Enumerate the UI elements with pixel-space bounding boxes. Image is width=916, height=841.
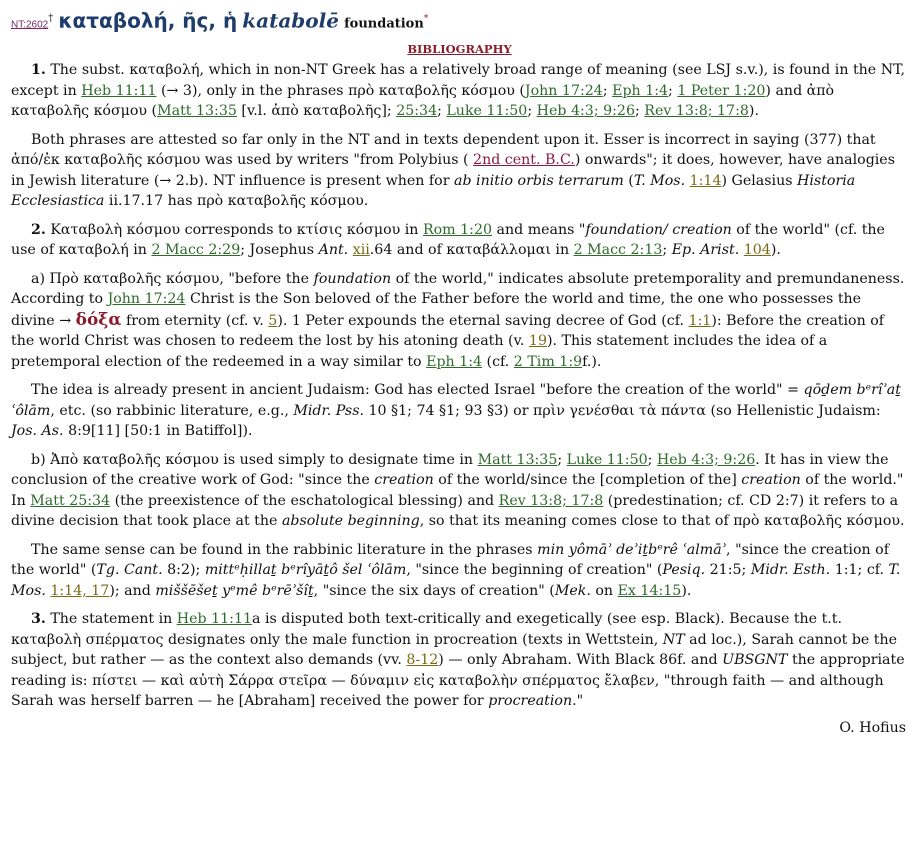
text: (predestination; cf. CD 2:7) it refers to a divine decision that took place at the [11,492,899,530]
text: , "since the beginning of creation" ( [406,562,663,579]
text: .64 and of καταβάλλομαι in [369,242,574,259]
scripture-link[interactable]: Heb 11:11 [176,611,252,628]
headword-transliteration: katabolē [242,8,339,33]
text: ). [681,582,692,599]
italic-text: creation [741,472,801,489]
italic-text: foundation [313,270,392,287]
italic-text: T. Mos. [11,562,901,599]
text: ); and [109,582,156,599]
text: 8:2); [162,562,205,579]
reference-link[interactable]: xii [352,242,370,259]
scripture-link[interactable]: John 17:24 [107,291,186,308]
reference-link[interactable]: 104 [743,242,771,259]
text: ) onwards"; it does, however, have analogies in Jewish literature (→ 2.b). NT influence is present when for [11,152,895,189]
italic-text: UBSGNT [722,652,788,669]
bibliography-link[interactable]: BIBLIOGRAPHY [407,42,512,57]
verse-link[interactable]: 8-12 [406,652,439,669]
italic-text: Ep. Arist. [671,242,740,259]
italic-text: Midr. Pss. [293,402,364,419]
scripture-link[interactable]: Eph 1:4 [612,82,669,99]
text: , "since the creation of the world" ( [11,541,889,579]
scripture-link[interactable]: Rev 13:8; 17:8 [644,103,749,120]
text: b) Ἀπὸ καταβολῆς κόσμου is used simply to designate time in [31,451,478,468]
italic-text: procreation [488,693,573,710]
text: ). [770,242,781,259]
text: f.). [582,353,602,370]
strongs-reference-link[interactable]: NT:2602 [11,19,49,31]
text: ; [668,82,678,99]
paragraph-2 [11,130,908,212]
text: [v.l. ἀπὸ καταβολῆς]; [236,103,397,120]
scripture-link[interactable]: Luke 11:50 [566,451,648,468]
text: ; [647,451,657,468]
text: (cf. [482,353,514,370]
italic-text: Ant. [318,242,349,259]
paragraph-1 [11,60,908,122]
text: ; [634,103,645,120]
text: ad loc.), Sarah cannot be the subject, but rather — as the context also demands (vv. [11,631,898,669]
scripture-link[interactable]: Matt 13:35 [477,451,558,468]
section-number: 2. [31,221,46,238]
text: ; [662,242,672,259]
text: ) and ἀπὸ καταβολῆς κόσμου ( [11,82,835,120]
italic-text: Tg. Cant. [96,562,163,579]
text: ). This statement includes the idea of a pretemporal election of the redeemed in a way similar to [11,333,828,370]
text: the appropriate reading is: πίστει — καὶ αὐτὴ Σάρρα στεῖρα — δύναμιν εἰς καταβολὴν σπέρματος ἔλαβεν, "through faith — and although Sarah was herself barren — he [Abraham] received the power for [11,652,905,710]
italic-text: T. Mos. [633,172,686,189]
scripture-link[interactable]: Eph 1:4 [426,353,483,370]
italic-text: miššēšeṯ yᵉmê bᵉrēʾšîṯ [155,582,314,599]
scripture-link[interactable]: Rev 13:8; 17:8 [498,492,604,509]
text: of the world," indicates absolute pretemporality and premundaneness. According to [11,270,905,308]
section-number: 1. [31,62,46,79]
text: of the world" (cf. the use of καταβολή in [11,221,885,259]
italic-text: Mek. [554,582,591,599]
scripture-link[interactable]: Luke 11:50 [446,103,528,120]
text: ; [557,451,567,468]
reference-link[interactable]: 1:14 [689,172,722,189]
text: ): Before the creation of the world Christ was chosen to redeem the lost by his atoning death (v. [11,312,885,350]
text: , etc. (so rabbinic literature, e.g., [50,402,294,419]
paragraph-7 [11,540,908,602]
italic-text: Jos. As. [11,423,64,440]
text: 1:1; cf. [830,562,889,579]
text: ; [602,82,613,99]
paragraph-3 [11,220,908,261]
italic-text: Historia Ecclesiastica [11,172,856,210]
scripture-link[interactable]: 1 Peter 1:20 [677,82,766,99]
headword-gloss: foundation [344,16,424,32]
text: a) Πρὸ καταβολῆς κόσμου, "before the [31,270,314,287]
scripture-link[interactable]: Ex 14:15 [617,582,682,599]
text: . It has in view the conclusion of the creative work of God: "since the [11,451,889,489]
reference-link[interactable]: 1:14, 17 [50,582,110,599]
text: ii.17.17 has πρὸ καταβολῆς κόσμου. [104,193,369,210]
text: of the world." In [11,472,904,509]
text: ." [572,693,584,710]
scripture-link[interactable]: Heb 4:3; 9:26 [656,451,756,468]
italic-text: min yômāʾ deʾiṯbᵉrê ʿalmāʾ [537,541,727,558]
italic-text: ab initio orbis terrarum [454,172,624,189]
text: (the preexistence of the eschatological blessing) and [110,492,499,509]
text: Christ is the Son beloved of the Father before the world and time, the one who possesses the divine → [11,291,862,329]
scripture-link[interactable]: 25:34 [396,103,438,120]
paragraph-4 [11,269,908,373]
text: on [590,582,618,599]
scripture-link[interactable]: Rom 1:20 [422,221,492,238]
italic-text: mittᵉḥillaṯ bᵉrîyāṯô šel ʿôlām [204,562,407,579]
text: of the world/since the [completion of the] [433,472,742,489]
text: The statement in [45,611,177,628]
text: The idea is already present in ancient Judaism: God has elected Israel "before the creation of the world" = [31,382,804,399]
headword-greek: καταβολή, ῆς, ἡ [58,8,238,33]
section-number: 3. [31,611,46,628]
italic-text: foundation/ creation [585,221,732,238]
text: Καταβολὴ κόσμου corresponds to κτίσις κόσμου in [45,221,423,238]
italic-text: NT [662,631,685,648]
italic-text: creation [374,472,434,489]
italic-text: qōḏem bᵉrîʾaṯ ʿôlām [11,382,901,419]
text: ). 1 Peter expounds the eternal saving decree of God (cf. [277,312,689,329]
verse-link[interactable]: 19 [528,333,547,350]
author-signature: O. Hofius [839,719,906,736]
scripture-link[interactable]: 2 Macc 2:29 [151,242,241,259]
paragraph-8 [11,609,908,712]
verse-link[interactable]: 1:1 [688,312,712,329]
italic-text: Pesiq. [662,562,706,579]
date-link[interactable]: 2nd cent. B.C. [473,152,575,169]
text: ( [623,172,634,189]
text: 10 §1; 74 §1; 93 §3) or πρὶν γενέσθαι τὰ πάντα (so Hellenistic Judaism: [363,402,881,419]
scripture-link[interactable]: 2 Macc 2:13 [573,242,663,259]
text: Both phrases are attested so far only in the NT and in texts dependent upon it. Esser is incorrect in saying (377) that ἀπό/ἐκ καταβολῆς κόσμου was used by writers "from Polybius ( [11,131,876,169]
italic-text: Midr. Esth. [750,562,831,579]
text: ; [527,103,537,120]
text: 8:9[11] [50:1 in Batiffol]). [63,423,253,440]
text: and means " [492,221,586,238]
text: ; [437,103,447,120]
dagger-mark: † [48,13,54,24]
text: from eternity (cf. v. [121,312,269,329]
verse-link[interactable]: 5 [268,312,278,329]
text: ) — only Abraham. With Black 86f. and [438,652,723,669]
text: ; Josephus [240,242,319,259]
italic-text: absolute beginning [281,513,420,530]
star-mark: * [423,14,429,24]
text: a is disputed both text-critically and exegetically (see esp. Black). Because the t.t. καταβολὴ σπέρματος designates only the male function in procreation (texts in Wettstein, [11,611,843,648]
text: 21:5; [705,562,751,579]
entry-header [11,8,908,36]
paragraph-5 [11,380,908,442]
scripture-link[interactable]: Heb 11:11 [81,82,157,99]
text: (→ 3), only in the phrases πρὸ καταβολῆς κόσμου ( [156,82,525,99]
text: The subst. καταβολή, which in non-NT Greek has a relatively broad range of meaning (see LSJ s.v.), is found in the NT, except in [11,62,906,99]
text: ). [748,103,759,120]
scripture-link[interactable]: 2 Tim 1:9 [513,353,583,370]
scripture-link[interactable]: Heb 4:3; 9:26 [536,103,635,120]
cross-reference-link[interactable]: δόξα [75,309,122,330]
scripture-link[interactable]: Matt 25:34 [30,492,111,509]
text: The same sense can be found in the rabbinic literature in the phrases [31,541,538,558]
text: ) Gelasius [721,172,798,189]
text: , so that its meaning comes close to that of πρὸ καταβολῆς κόσμου. [419,513,905,530]
paragraph-6 [11,450,908,532]
scripture-link[interactable]: John 17:24 [524,82,603,99]
text: , "since the six days of creation" ( [313,582,555,599]
scripture-link[interactable]: Matt 13:35 [157,103,237,120]
